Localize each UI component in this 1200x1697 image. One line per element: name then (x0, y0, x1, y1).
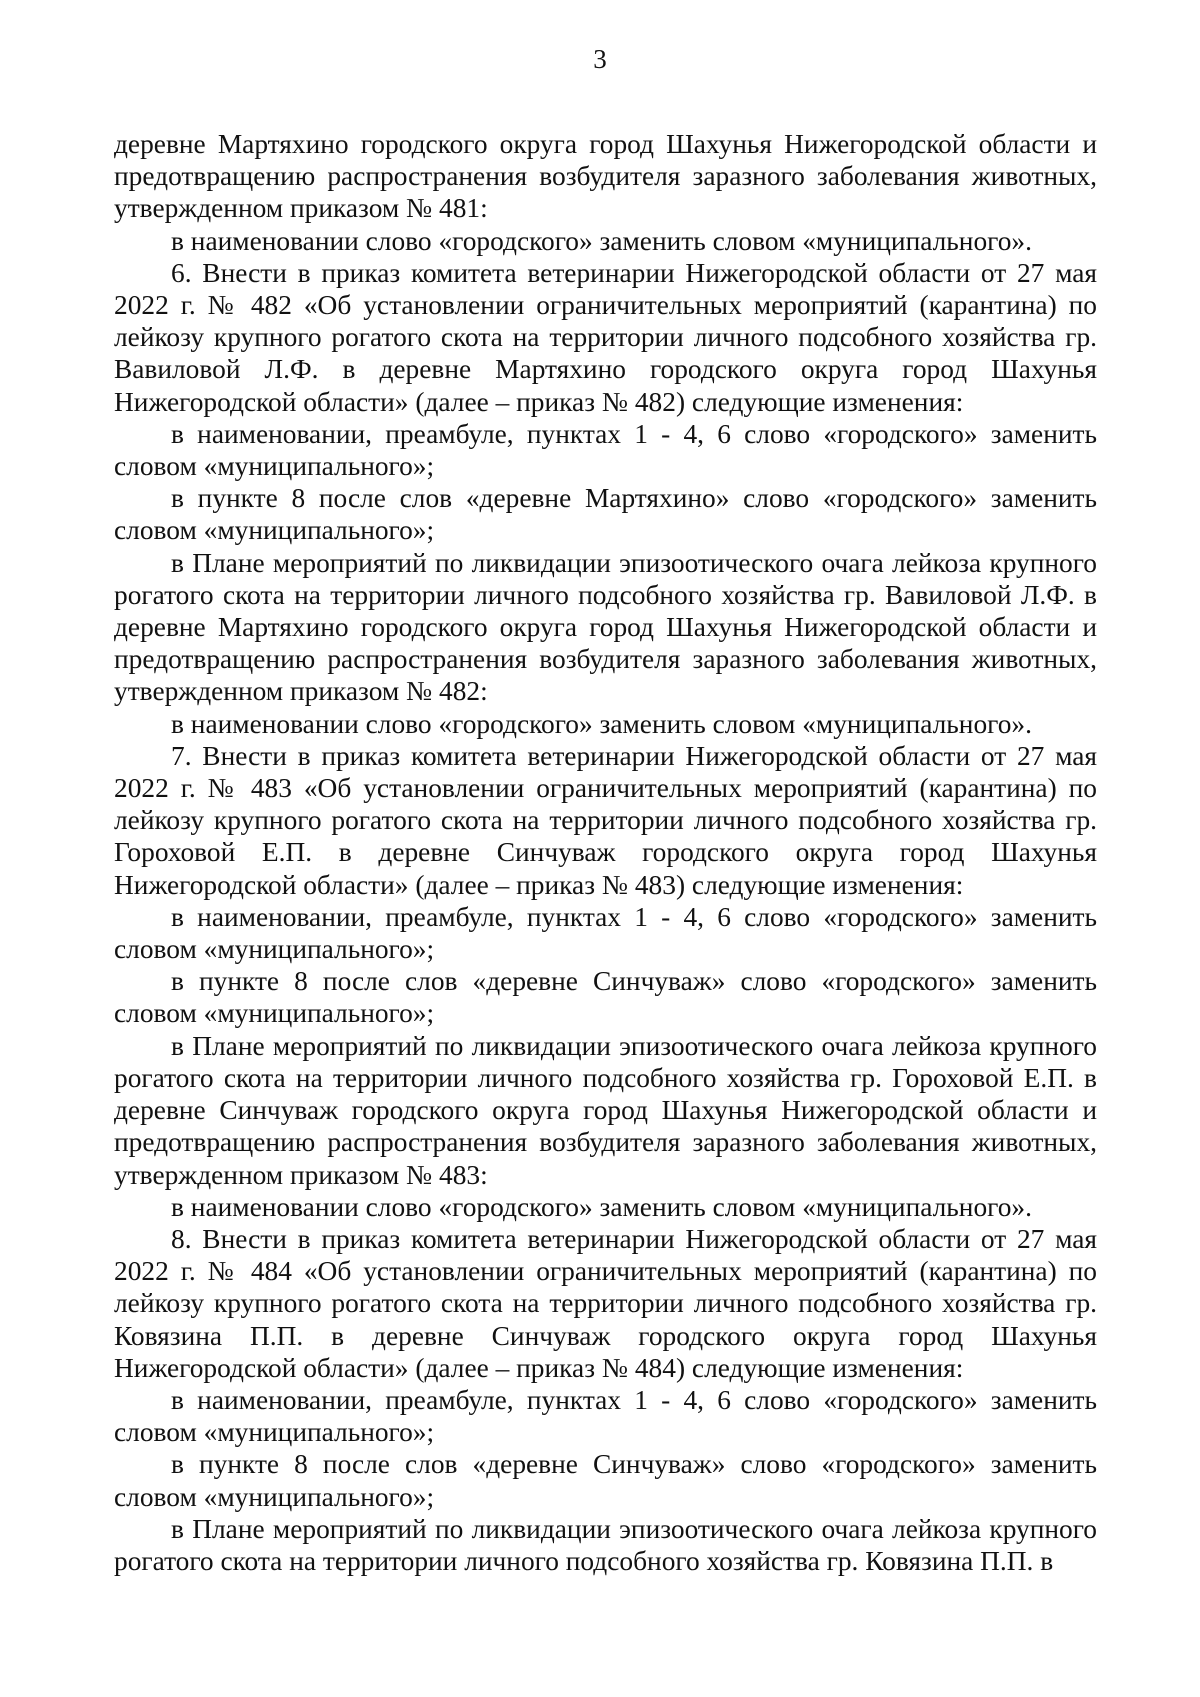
paragraph-11: в Плане мероприятий по ликвидации эпизоотического очага лейкоза крупного рогатого скота на территории личного подсобного хозяйства гр. Гороховой Е.П. в деревне Синчуваж городского округа город Шахунья Нижегородской области и предотвращению распространения возбудителя заразного заболевания животных, утвержденном приказом № 483: (114, 1030, 1097, 1190)
paragraph-12: в наименовании слово «городского» заменить словом «муниципального». (171, 1191, 1032, 1222)
paragraph-4: в наименовании, преамбуле, пунктах 1 - 4, 6 слово «городского» заменить словом «муниципального»; (114, 418, 1097, 482)
paragraph-1: деревне Мартяхино городского округа город Шахунья Нижегородской области и предотвращению распространения возбудителя заразного заболевания животных, утвержденном приказом № 481: (114, 129, 1097, 224)
paragraph-5: в пункте 8 после слов «деревне Мартяхино» слово «городского» заменить словом «муниципального»; (114, 483, 1097, 546)
paragraph-7: в наименовании слово «городского» заменить словом «муниципального». (171, 708, 1032, 739)
paragraph-13: 8. Внести в приказ комитета ветеринарии Нижегородской области от 27 мая 2022 г. № 484 «Об установлении ограничительных мероприятий (карантина) по лейкозу крупного рогатого скота на территории личного подсобного хозяйства гр. Ковязина П.П. в деревне Синчуваж городского округа город Шахунья Нижегородской области» (далее – приказ № 484) следующие изменения: (114, 1223, 1097, 1383)
paragraph-6: в Плане мероприятий по ликвидации эпизоотического очага лейкоза крупного рогатого скота на территории личного подсобного хозяйства гр. Вавиловой Л.Ф. в деревне Мартяхино городского округа город Шахунья Нижегородской области и предотвращению распространения возбудителя заразного заболевания животных, утвержденном приказом № 482: (114, 547, 1097, 707)
paragraph-16: в Плане мероприятий по ликвидации эпизоотического очага лейкоза крупного рогатого скота на территории личного подсобного хозяйства гр. Ковязина П.П. в (114, 1513, 1097, 1576)
paragraph-2: в наименовании слово «городского» заменить словом «муниципального». (171, 225, 1032, 256)
paragraph-10: в пункте 8 после слов «деревне Синчуваж» слово «городского» заменить словом «муниципального»; (114, 966, 1097, 1029)
paragraph-15: в пункте 8 после слов «деревне Синчуваж» слово «городского» заменить словом «муниципального»; (114, 1449, 1097, 1512)
page-number: 3 (593, 44, 607, 74)
paragraph-14: в наименовании, преамбуле, пунктах 1 - 4, 6 слово «городского» заменить словом «муниципального»; (114, 1384, 1097, 1448)
paragraph-9: в наименовании, преамбуле, пунктах 1 - 4, 6 слово «городского» заменить словом «муниципального»; (114, 901, 1097, 965)
document-body (114, 128, 1097, 1577)
paragraph-3: 6. Внести в приказ комитета ветеринарии Нижегородской области от 27 мая 2022 г. № 482 «Об установлении ограничительных мероприятий (карантина) по лейкозу крупного рогатого скота на территории личного подсобного хозяйства гр. Вавиловой Л.Ф. в деревне Мартяхино городского округа город Шахунья Нижегородской области» (далее – приказ № 482) следующие изменения: (114, 257, 1097, 417)
paragraph-8: 7. Внести в приказ комитета ветеринарии Нижегородской области от 27 мая 2022 г. № 483 «Об установлении ограничительных мероприятий (карантина) по лейкозу крупного рогатого скота на территории личного подсобного хозяйства гр. Гороховой Е.П. в деревне Синчуваж городского округа город Шахунья Нижегородской области» (далее – приказ № 483) следующие изменения: (114, 740, 1097, 900)
